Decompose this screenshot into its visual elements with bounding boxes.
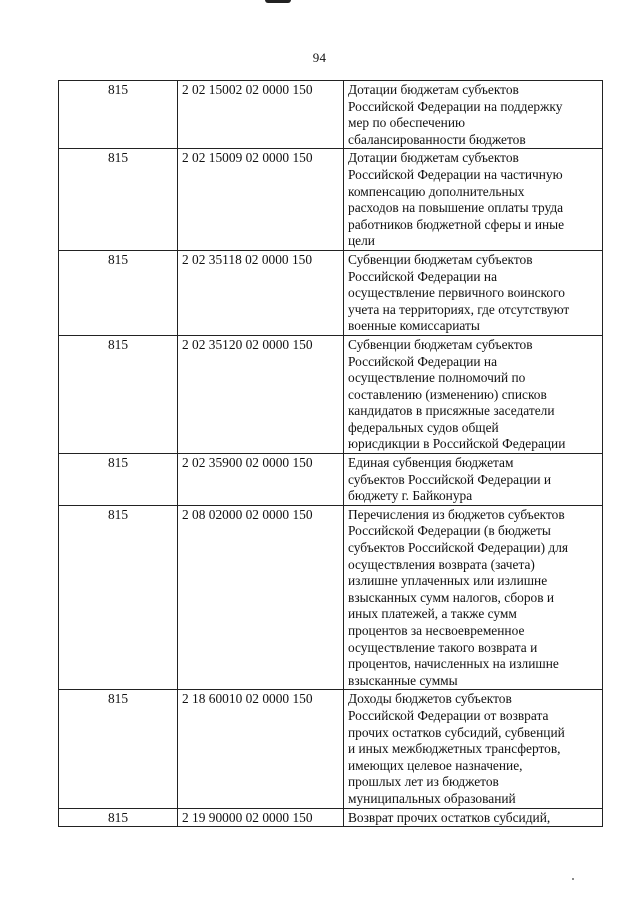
revenue-name-cell: Возврат прочих остатков субсидий, bbox=[344, 808, 603, 827]
table-row bbox=[59, 149, 603, 251]
admin-code-cell: 815 bbox=[59, 454, 178, 506]
budget-code-cell: 2 02 15009 02 0000 150 bbox=[178, 149, 344, 251]
admin-code-cell: 815 bbox=[59, 808, 178, 827]
budget-code-cell: 2 08 02000 02 0000 150 bbox=[178, 505, 344, 690]
budget-code-cell: 2 19 90000 02 0000 150 bbox=[178, 808, 344, 827]
table-row bbox=[59, 690, 603, 808]
revenue-name-cell: Дотации бюджетам субъектов Российской Федерации на поддержку мер по обеспечению сбалансированности бюджетов bbox=[344, 81, 603, 149]
revenue-name-cell: Единая субвенция бюджетам субъектов Российской Федерации и бюджету г. Байконура bbox=[344, 454, 603, 506]
budget-code-cell: 2 02 15002 02 0000 150 bbox=[178, 81, 344, 149]
admin-code-cell: 815 bbox=[59, 335, 178, 453]
table-row bbox=[59, 505, 603, 690]
table-row bbox=[59, 808, 603, 827]
revenue-name-cell: Субвенции бюджетам субъектов Российской Федерации на осуществление первичного воинского учета на территориях, где отсутствуют военные комиссариаты bbox=[344, 250, 603, 335]
admin-code-cell: 815 bbox=[59, 81, 178, 149]
page-number: 94 bbox=[312, 50, 327, 65]
table-row bbox=[59, 335, 603, 453]
admin-code-cell: 815 bbox=[59, 250, 178, 335]
table-row bbox=[59, 250, 603, 335]
scan-speck bbox=[572, 878, 574, 880]
revenue-name-cell: Субвенции бюджетам субъектов Российской Федерации на осуществление полномочий по составлению (изменению) списков кандидатов в присяжные заседатели федеральных судов общей юрисдикции в Российской Федерации bbox=[344, 335, 603, 453]
table-row bbox=[59, 81, 603, 149]
budget-code-cell: 2 18 60010 02 0000 150 bbox=[178, 690, 344, 808]
budget-codes-table bbox=[58, 80, 603, 827]
admin-code-cell: 815 bbox=[59, 690, 178, 808]
revenue-name-cell: Перечисления из бюджетов субъектов Российской Федерации (в бюджеты субъектов Российской Федерации) для осуществления возврата (зачета) излишне уплаченных или излишне взысканных сумм налогов, сборов и иных платежей, а также сумм процентов за несвоевременное осуществление такого возврата и процентов, начисленных на излишне взысканные суммы bbox=[344, 505, 603, 690]
revenue-name-cell: Доходы бюджетов субъектов Российской Федерации от возврата прочих остатков субсидий, субвенций и иных межбюджетных трансфертов, имеющих целевое назначение, прошлых лет из бюджетов муниципальных образований bbox=[344, 690, 603, 808]
scan-top-mark bbox=[265, 0, 291, 3]
admin-code-cell: 815 bbox=[59, 505, 178, 690]
budget-code-cell: 2 02 35118 02 0000 150 bbox=[178, 250, 344, 335]
budget-code-cell: 2 02 35120 02 0000 150 bbox=[178, 335, 344, 453]
budget-code-cell: 2 02 35900 02 0000 150 bbox=[178, 454, 344, 506]
table-row bbox=[59, 454, 603, 506]
revenue-name-cell: Дотации бюджетам субъектов Российской Федерации на частичную компенсацию дополнительных расходов на повышение оплаты труда работников бюджетной сферы и иные цели bbox=[344, 149, 603, 251]
admin-code-cell: 815 bbox=[59, 149, 178, 251]
